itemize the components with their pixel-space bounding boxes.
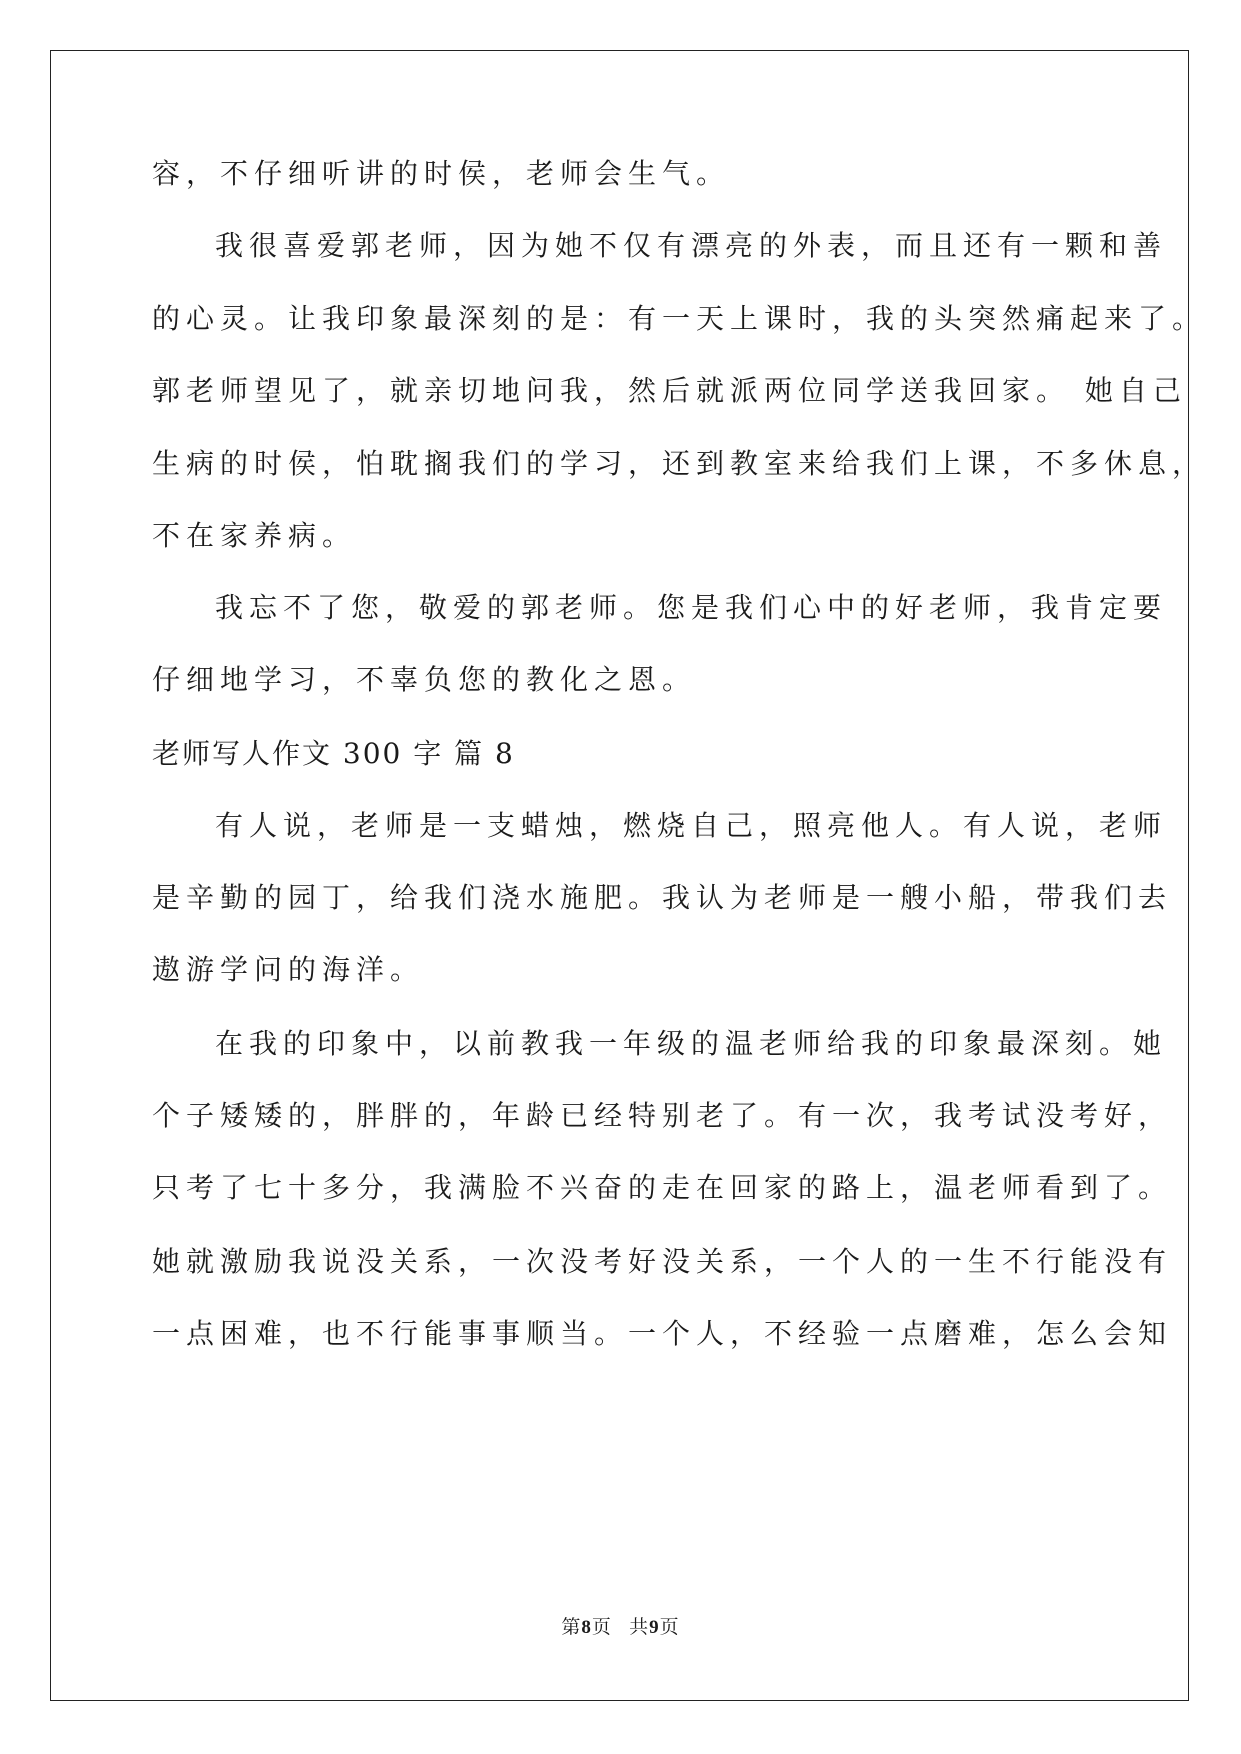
page-suffix: 页 bbox=[591, 1617, 612, 1638]
text-line: 一点困难，也不行能事事顺当。一个人，不经验一点磨难，怎么会知 bbox=[152, 1317, 1173, 1350]
text-line: 郭老师望见了，就亲切地问我，然后就派两位同学送我回家。 她自己 bbox=[152, 374, 1187, 407]
text-line: 容，不仔细听讲的时侯，老师会生气。 bbox=[152, 157, 731, 190]
total-suffix: 页 bbox=[659, 1617, 680, 1638]
paragraph-start-line: 有人说，老师是一支蜡烛，燃烧自己，照亮他人。有人说，老师 bbox=[215, 809, 1168, 842]
paragraph-start-line: 我很喜爱郭老师，因为她不仅有漂亮的外表，而且还有一颗和善 bbox=[215, 229, 1168, 262]
page-prefix: 第 bbox=[561, 1617, 582, 1638]
text-line: 遨游学问的海洋。 bbox=[152, 953, 425, 986]
paragraph-start-line: 我忘不了您，敬爱的郭老师。您是我们心中的好老师，我肯定要 bbox=[215, 591, 1168, 624]
text-line: 不在家养病。 bbox=[152, 519, 357, 552]
paragraph-start-line: 在我的印象中，以前教我一年级的温老师给我的印象最深刻。她 bbox=[215, 1027, 1168, 1060]
text-line: 是辛勤的园丁，给我们浇水施肥。我认为老师是一艘小船，带我们去 bbox=[152, 881, 1173, 914]
section-heading: 老师写人作文 300 字 篇 8 bbox=[152, 737, 515, 770]
text-line: 个子矮矮的，胖胖的，年龄已经特别老了。有一次，我考试没考好， bbox=[152, 1099, 1173, 1132]
text-line: 的心灵。让我印象最深刻的是：有一天上课时，我的头突然痛起来了。 bbox=[152, 302, 1207, 335]
total-prefix: 共 bbox=[629, 1617, 650, 1638]
text-line: 仔细地学习，不辜负您的教化之恩。 bbox=[152, 663, 697, 696]
text-line: 她就激励我说没关系，一次没考好没关系，一个人的一生不行能没有 bbox=[152, 1245, 1173, 1278]
current-page-number: 8 bbox=[581, 1617, 592, 1638]
text-line: 只考了七十多分，我满脸不兴奋的走在回家的路上，温老师看到了。 bbox=[152, 1171, 1173, 1204]
page-border bbox=[50, 50, 1207, 1701]
page-footer bbox=[0, 1612, 1241, 1639]
total-pages-number: 9 bbox=[649, 1617, 660, 1638]
text-line: 生病的时侯，怕耽搁我们的学习，还到教室来给我们上课，不多休息， bbox=[152, 447, 1207, 480]
